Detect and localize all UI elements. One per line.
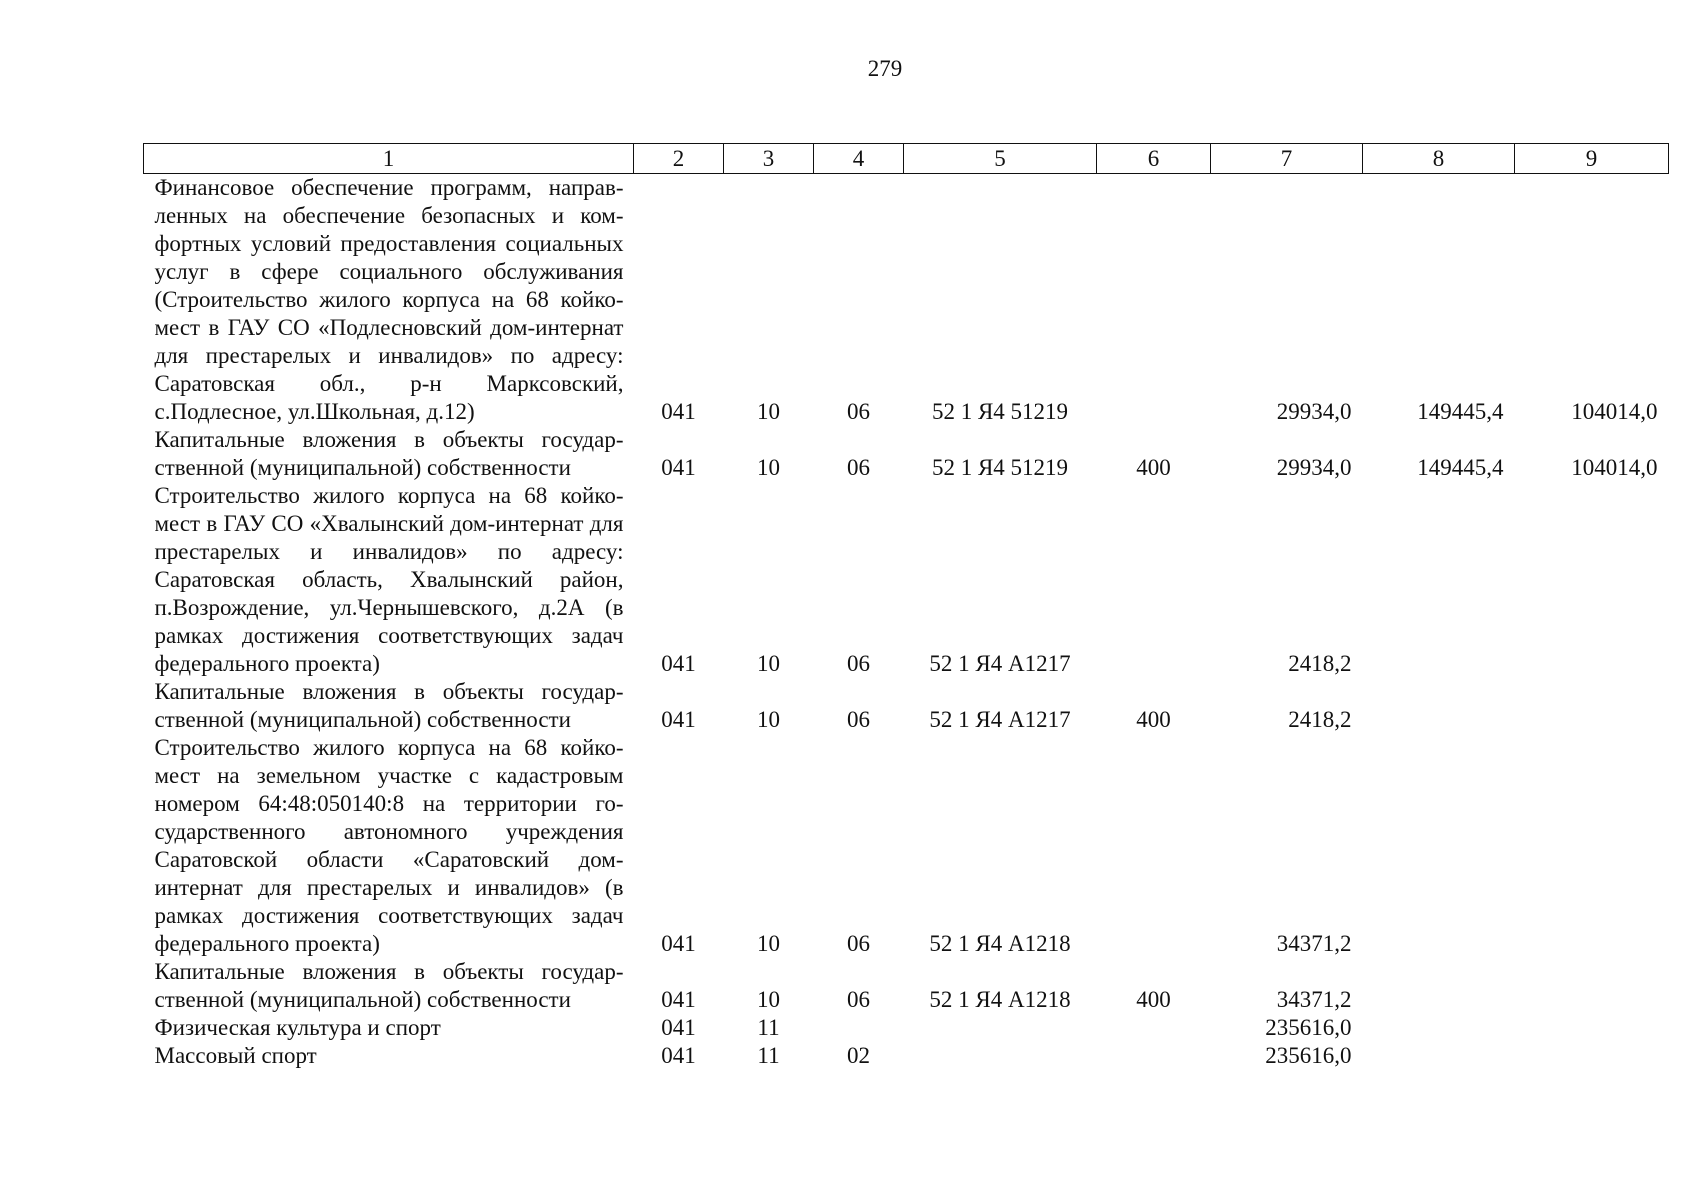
row-name: Строительство жилого корпуса на 68 койкомест в ГАУ СО «Хвалынский дом-интернат для престарелых и инвалидов» по адресу: Саратовская область, Хвалынский район, п.Возрождение, ул.Чернышевского, д.2А (в рамках достижения соответствующих задач федерального проекта)	[154, 483, 624, 676]
column-header-1: 1	[144, 144, 634, 174]
cell-subsection: 06	[847, 455, 870, 480]
cell-amount-9: 104014,0	[1571, 455, 1658, 480]
cell-amount-8: 149445,4	[1417, 455, 1504, 480]
column-header-9: 9	[1515, 144, 1669, 174]
cell-amount-9	[1515, 678, 1669, 734]
row-name: Массовый спорт	[154, 1043, 317, 1068]
cell-ministry: 041	[661, 987, 696, 1012]
cell-ministry: 041	[661, 651, 696, 676]
cell-amount-7: 235616,0	[1265, 1015, 1352, 1040]
cell-target-article: 52 1 Я4 А1218	[929, 987, 1071, 1012]
cell-amount-7: 2418,2	[1288, 651, 1352, 676]
cell-amount-7: 34371,2	[1276, 987, 1352, 1012]
cell-expense-type	[1097, 1014, 1211, 1042]
cell-section: 10	[757, 651, 780, 676]
cell-target-article	[904, 1014, 1097, 1042]
cell-expense-type: 400	[1136, 707, 1171, 732]
cell-section: 11	[757, 1015, 780, 1040]
cell-subsection: 06	[847, 931, 870, 956]
cell-section: 10	[757, 931, 780, 956]
cell-ministry: 041	[661, 1043, 696, 1068]
column-header-8: 8	[1363, 144, 1515, 174]
budget-table	[143, 143, 1669, 1070]
cell-target-article: 52 1 Я4 А1217	[929, 707, 1071, 732]
cell-amount-8	[1363, 678, 1515, 734]
cell-amount-9: 104014,0	[1571, 399, 1658, 424]
cell-target-article: 52 1 Я4 А1218	[929, 931, 1071, 956]
cell-target-article: 52 1 Я4 А1217	[929, 651, 1071, 676]
cell-subsection: 06	[847, 707, 870, 732]
cell-amount-7: 2418,2	[1288, 707, 1352, 732]
cell-expense-type: 400	[1136, 987, 1171, 1012]
cell-subsection: 02	[847, 1043, 870, 1068]
cell-subsection	[814, 1014, 904, 1042]
table-row	[144, 678, 1669, 734]
cell-amount-9	[1515, 482, 1669, 678]
table-header	[144, 144, 1669, 174]
cell-section: 10	[757, 455, 780, 480]
cell-amount-8	[1363, 482, 1515, 678]
table-row	[144, 734, 1669, 958]
cell-subsection: 06	[847, 399, 870, 424]
cell-ministry: 041	[661, 1015, 696, 1040]
cell-amount-7: 29934,0	[1276, 455, 1352, 480]
column-header-4: 4	[814, 144, 904, 174]
cell-amount-8	[1363, 1014, 1515, 1042]
header-row	[144, 144, 1669, 174]
cell-amount-9	[1515, 734, 1669, 958]
page-number: 279	[867, 56, 903, 81]
cell-section: 10	[757, 399, 780, 424]
cell-target-article: 52 1 Я4 51219	[931, 399, 1069, 424]
cell-amount-8	[1363, 734, 1515, 958]
row-name: Капитальные вложения в объекты государственной (муниципальной) собственности	[154, 959, 624, 1012]
column-header-2: 2	[634, 144, 724, 174]
table-body	[144, 174, 1669, 1071]
cell-amount-9	[1515, 1014, 1669, 1042]
cell-amount-7: 29934,0	[1276, 399, 1352, 424]
cell-section: 10	[757, 707, 780, 732]
table-row	[144, 174, 1669, 427]
column-header-5: 5	[904, 144, 1097, 174]
row-name: Физическая культура и спорт	[154, 1015, 441, 1040]
cell-expense-type	[1097, 734, 1211, 958]
cell-amount-7: 34371,2	[1276, 931, 1352, 956]
cell-amount-8: 149445,4	[1417, 399, 1504, 424]
row-name: Капитальные вложения в объекты государственной (муниципальной) собственности	[154, 427, 624, 480]
table-row	[144, 1014, 1669, 1042]
table-row	[144, 482, 1669, 678]
table-row	[144, 426, 1669, 482]
column-header-3: 3	[724, 144, 814, 174]
row-name: Капитальные вложения в объекты государственной (муниципальной) собственности	[154, 679, 624, 732]
column-header-7: 7	[1211, 144, 1363, 174]
cell-expense-type	[1097, 482, 1211, 678]
cell-section: 11	[757, 1043, 780, 1068]
cell-subsection: 06	[847, 651, 870, 676]
cell-ministry: 041	[661, 455, 696, 480]
table-row	[144, 958, 1669, 1014]
row-name: Строительство жилого корпуса на 68 койкомест на земельном участке с кадастровым номером 64:48:050140:8 на территории государственного автономного учреждения Саратовской области «Саратовский доминтернат для престарелых и инвалидов» (в рамках достижения соответствующих задач федерального проекта)	[154, 735, 624, 956]
cell-amount-9	[1515, 1042, 1669, 1070]
column-header-6: 6	[1097, 144, 1211, 174]
cell-amount-8	[1363, 1042, 1515, 1070]
cell-subsection: 06	[847, 987, 870, 1012]
cell-amount-7: 235616,0	[1265, 1043, 1352, 1068]
cell-ministry: 041	[661, 931, 696, 956]
cell-ministry: 041	[661, 399, 696, 424]
cell-target-article	[904, 1042, 1097, 1070]
cell-expense-type	[1097, 174, 1211, 427]
cell-target-article: 52 1 Я4 51219	[931, 455, 1069, 480]
cell-ministry: 041	[661, 707, 696, 732]
table-row	[144, 1042, 1669, 1070]
row-name: Финансовое обеспечение программ, направленных на обеспечение безопасных и комфортных условий предоставления социальных услуг в сфере социального обслуживания (Строительство жилого корпуса на 68 койко-мест в ГАУ СО «Подлесновский дом-интернат для престарелых и инвалидов» по адресу: Саратовская обл., р-н Марксовский, с.Подлесное, ул.Школьная, д.12)	[154, 175, 624, 424]
cell-expense-type: 400	[1136, 455, 1171, 480]
cell-amount-9	[1515, 958, 1669, 1014]
cell-expense-type	[1097, 1042, 1211, 1070]
cell-section: 10	[757, 987, 780, 1012]
cell-amount-8	[1363, 958, 1515, 1014]
